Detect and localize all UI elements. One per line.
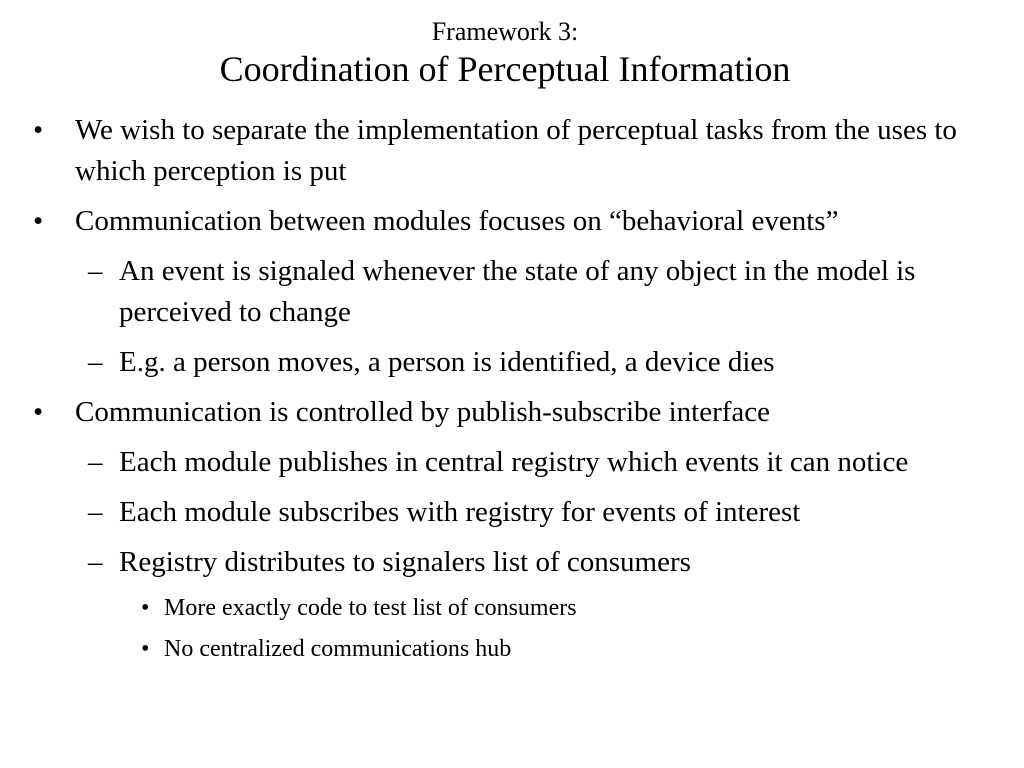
bullet-marker: • (33, 396, 44, 428)
bullet-text: We wish to separate the implementation of perceptual tasks from the uses to which perception is put (75, 114, 957, 187)
bullet-item (0, 110, 975, 192)
sub-sub-bullet-text: More exactly code to test list of consumers (164, 595, 577, 621)
sub-bullet-item (0, 492, 974, 533)
sub-bullet-text: Each module subscribes with registry for events of interest (119, 496, 801, 528)
sub-bullet-text: Registry distributes to signalers list of consumers (119, 546, 691, 578)
dash-marker: – (88, 346, 103, 378)
slide-title: Coordination of Perceptual Information (219, 49, 791, 89)
sub-sub-bullet-item (0, 592, 984, 624)
sub-bullet-text: An event is signaled whenever the state of any object in the model is perceived to change (119, 255, 916, 328)
dash-marker: – (88, 255, 103, 287)
sub-bullet-item (0, 542, 974, 583)
small-bullet-marker: • (141, 636, 150, 662)
sub-bullet-item (0, 342, 974, 383)
title-block (0, 16, 1010, 90)
sub-sub-bullet-text: No centralized communications hub (164, 636, 512, 662)
bullet-marker: • (33, 205, 44, 237)
sub-bullet-item (0, 442, 974, 483)
bullet-item (0, 392, 975, 433)
bullet-item (0, 201, 975, 242)
small-bullet-marker: • (141, 595, 150, 621)
dash-marker: – (88, 546, 103, 578)
sub-bullet-item (0, 251, 974, 333)
slide-supertitle: Framework 3: (431, 17, 579, 46)
bullet-list (0, 110, 1024, 674)
sub-sub-bullet-item (0, 633, 984, 665)
dash-marker: – (88, 496, 103, 528)
bullet-text: Communication is controlled by publish-subscribe interface (75, 396, 771, 428)
sub-bullet-text: Each module publishes in central registry which events it can notice (119, 446, 909, 478)
dash-marker: – (88, 446, 103, 478)
bullet-text: Communication between modules focuses on “behavioral events” (75, 205, 839, 237)
sub-bullet-text: E.g. a person moves, a person is identified, a device dies (119, 346, 775, 378)
bullet-marker: • (33, 114, 44, 146)
